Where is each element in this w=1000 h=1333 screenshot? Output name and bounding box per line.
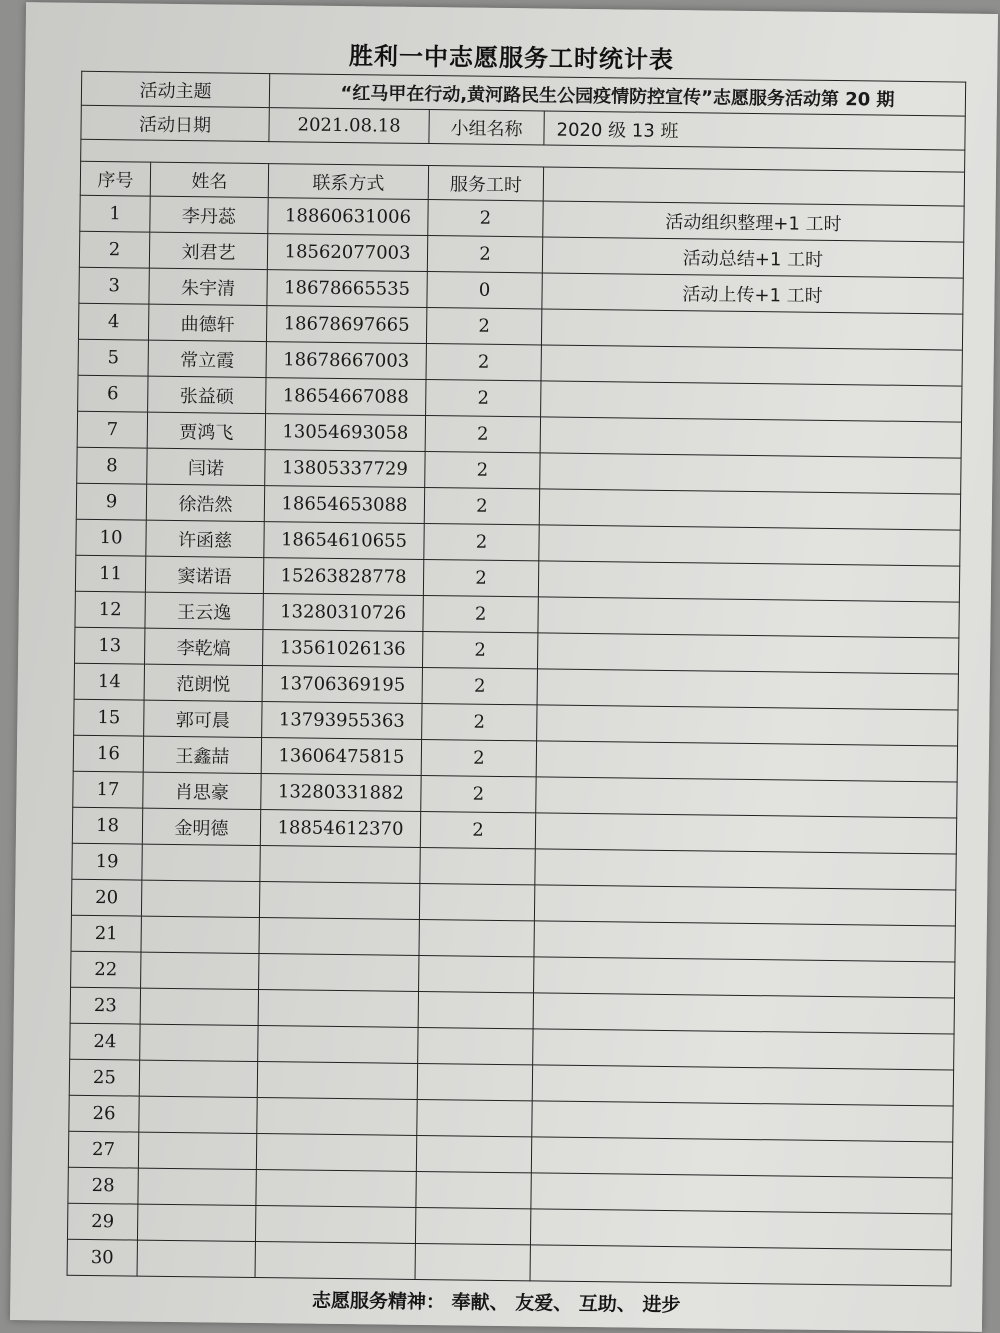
hours-cell [417,1063,532,1100]
seq-cell: 7 [77,411,147,448]
contact-cell: 13805337729 [265,450,425,488]
contact-cell: 18654653088 [264,486,424,524]
document-title: 胜利一中志愿服务工时统计表 [348,42,675,75]
note-cell [533,993,954,1034]
name-cell [140,1024,258,1061]
contact-cell [259,882,419,920]
name-cell: 朱宇清 [149,268,267,305]
contact-cell [260,846,420,884]
name-cell: 肖思豪 [143,772,261,809]
hours-cell: 2 [425,416,540,453]
header-seq: 序号 [80,161,150,196]
hours-cell: 2 [424,488,539,525]
note-cell [537,705,958,746]
note-cell [530,1245,951,1286]
footer-motto: 志愿服务精神： 奉献、 友爱、 互助、 进步 [311,1289,681,1317]
hours-cell [415,1243,530,1280]
volunteer-hours-table [67,71,967,1287]
seq-cell: 19 [72,843,142,880]
hours-cell [415,1207,530,1244]
contact-cell: 18678697665 [266,306,426,344]
seq-cell: 27 [68,1131,138,1168]
note-cell [539,489,960,530]
hours-cell: 2 [427,236,542,273]
note-cell [541,345,962,386]
contact-cell: 18678667003 [266,342,426,380]
hours-cell: 2 [426,308,541,345]
name-cell [141,880,259,917]
hours-cell: 2 [423,560,538,597]
contact-cell: 13054693058 [265,414,425,452]
contact-cell: 18854612370 [260,810,420,848]
seq-cell: 25 [69,1059,139,1096]
header-note [543,167,964,206]
hours-cell [419,919,534,956]
note-cell [541,309,962,350]
name-cell: 王鑫喆 [143,736,261,773]
name-cell [141,916,259,953]
seq-cell: 13 [75,627,145,664]
contact-cell: 18860631006 [268,198,428,236]
name-cell: 张益硕 [148,376,266,413]
date-value: 2021.08.18 [269,108,429,144]
name-cell [139,1060,257,1097]
contact-cell: 13793955363 [262,702,422,740]
note-cell [536,741,957,782]
seq-cell: 26 [69,1095,139,1132]
name-cell: 李丹蕊 [150,196,268,233]
name-cell [137,1204,255,1241]
hours-cell [418,1027,533,1064]
hours-cell: 2 [422,668,537,705]
seq-cell: 24 [70,1023,140,1060]
seq-cell: 21 [71,915,141,952]
hours-cell: 2 [424,524,539,561]
seq-cell: 14 [74,663,144,700]
hours-cell: 2 [426,344,541,381]
hours-cell: 2 [425,452,540,489]
seq-cell: 12 [75,591,145,628]
note-cell [540,453,961,494]
hours-cell: 2 [420,811,535,848]
contact-cell [255,1242,415,1280]
contact-cell: 13706369195 [262,666,422,704]
note-cell [533,1029,954,1070]
note-cell [532,1065,953,1106]
name-cell: 范朗悦 [144,664,262,701]
note-cell [534,957,955,998]
note-cell [537,633,958,674]
theme-value: “红马甲在行动,黄河路民生公园疫情防控宣传”志愿服务活动第 20 期 [269,74,965,117]
note-cell [531,1137,952,1178]
note-cell [535,813,956,854]
contact-cell: 13280331882 [261,774,421,812]
contact-cell: 13280310726 [263,594,423,632]
seq-cell: 1 [80,195,150,232]
hours-cell: 2 [422,704,537,741]
note-cell: 活动组织整理+1 工时 [543,201,964,242]
seq-cell: 30 [67,1239,137,1276]
note-cell: 活动总结+1 工时 [542,237,963,278]
seq-cell: 8 [77,447,147,484]
header-hours: 服务工时 [428,166,543,201]
hours-cell [417,1099,532,1136]
name-cell: 许函慈 [146,520,264,557]
seq-cell: 18 [72,807,142,844]
paper-sheet [10,2,998,1332]
seq-cell: 5 [78,339,148,376]
hours-cell [419,955,534,992]
name-cell: 曲德轩 [148,304,266,341]
contact-cell [256,1134,416,1172]
date-label: 活动日期 [81,105,269,141]
note-cell [534,921,955,962]
contact-cell: 18678665535 [267,270,427,308]
note-cell: 活动上传+1 工时 [542,273,963,314]
seq-cell: 2 [79,231,149,268]
hours-cell: 2 [426,380,541,417]
note-cell [536,777,957,818]
seq-cell: 11 [75,555,145,592]
hours-cell [416,1135,531,1172]
note-cell [534,885,955,926]
hours-cell [416,1171,531,1208]
name-cell [137,1240,255,1277]
note-cell [540,417,961,458]
name-cell [141,952,259,989]
contact-cell [258,1026,418,1064]
theme-label: 活动主题 [81,71,269,107]
contact-cell: 13561026136 [262,630,422,668]
note-cell [538,597,959,638]
name-cell: 王云逸 [145,592,263,629]
name-cell: 贾鸿飞 [147,412,265,449]
seq-cell: 9 [76,483,146,520]
name-cell [142,844,260,881]
hours-cell [418,991,533,1028]
contact-cell: 18654610655 [264,522,424,560]
name-cell: 郭可晨 [144,700,262,737]
name-cell: 常立霞 [148,340,266,377]
group-value: 2020 级 13 班 [544,111,965,150]
contact-cell [257,1098,417,1136]
contact-cell [257,1062,417,1100]
contact-cell [258,990,418,1028]
name-cell: 李乾熇 [145,628,263,665]
note-cell [541,381,962,422]
seq-cell: 6 [78,375,148,412]
contact-cell [259,954,419,992]
name-cell: 金明德 [142,808,260,845]
contact-cell [255,1206,415,1244]
hours-cell: 2 [422,632,537,669]
note-cell [530,1209,951,1250]
contact-cell: 15263828778 [263,558,423,596]
name-cell: 窦诺语 [145,556,263,593]
note-cell [537,669,958,710]
name-cell [139,1096,257,1133]
note-cell [538,561,959,602]
hours-cell: 2 [428,200,543,237]
contact-cell [259,918,419,956]
seq-cell: 15 [74,699,144,736]
name-cell: 徐浩然 [146,484,264,521]
name-cell: 闫诺 [147,448,265,485]
seq-cell: 16 [73,735,143,772]
seq-cell: 28 [68,1167,138,1204]
hours-cell: 2 [423,596,538,633]
note-cell [531,1173,952,1214]
seq-cell: 23 [70,987,140,1024]
name-cell [138,1168,256,1205]
hours-cell: 2 [421,739,536,776]
hours-cell: 0 [427,272,542,309]
seq-cell: 29 [67,1203,137,1240]
seq-cell: 10 [76,519,146,556]
contact-cell: 13606475815 [261,738,421,776]
group-label: 小组名称 [429,110,544,145]
name-cell: 刘君艺 [149,232,267,269]
note-cell [539,525,960,566]
hours-cell: 2 [421,775,536,812]
seq-cell: 20 [71,879,141,916]
header-name: 姓名 [150,162,268,197]
header-contact: 联系方式 [268,164,428,200]
seq-cell: 3 [79,267,149,304]
contact-cell: 18654667088 [266,378,426,416]
seq-cell: 22 [71,951,141,988]
seq-cell: 17 [73,771,143,808]
note-cell [532,1101,953,1142]
name-cell [138,1132,256,1169]
contact-cell [256,1170,416,1208]
name-cell [140,988,258,1025]
note-cell [535,849,956,890]
contact-cell: 18562077003 [267,234,427,272]
hours-cell [420,847,535,884]
hours-cell [419,883,534,920]
seq-cell: 4 [78,303,148,340]
